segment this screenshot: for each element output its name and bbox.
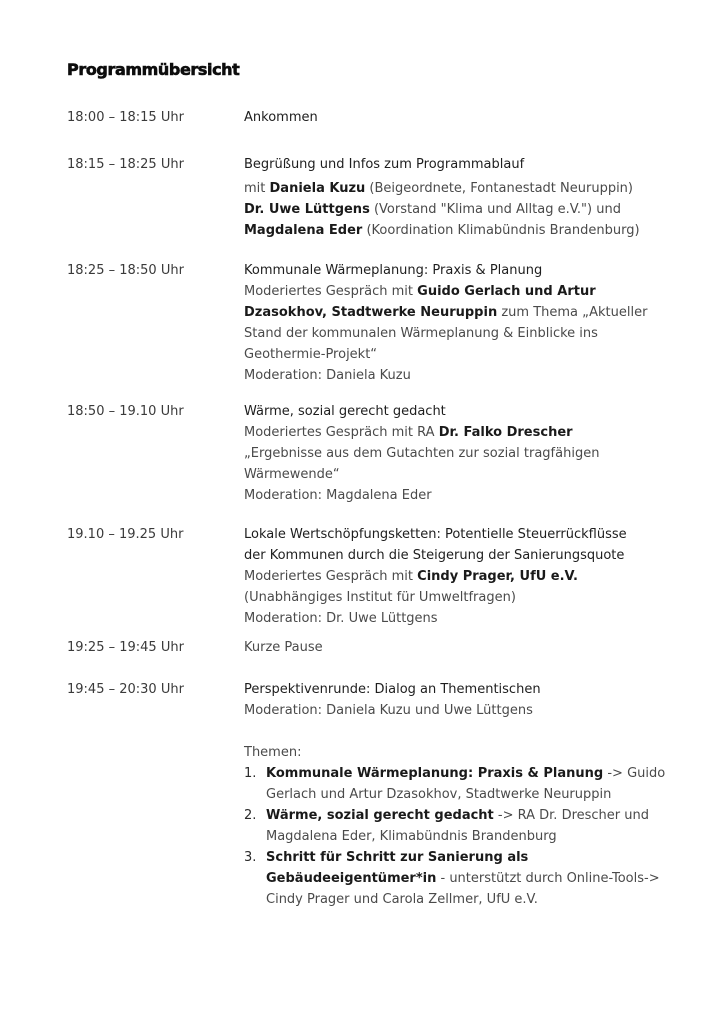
- entry-line: „Ergebnisse aus dem Gutachten zur sozial tragfähigen: [244, 446, 600, 461]
- moderation-line: Moderation: Daniela Kuzu und Uwe Lüttgens: [244, 703, 533, 718]
- entry-line: Dzasokhov, Stadtwerke Neuruppin zum Thema „Aktueller: [244, 305, 648, 320]
- entry-line: Moderiertes Gespräch mit RA Dr. Falko Drescher: [244, 425, 573, 440]
- entry-line: Moderiertes Gespräch mit Cindy Prager, UfU e.V.: [244, 569, 578, 584]
- themen-list: [244, 763, 684, 910]
- list-number: 3.: [244, 850, 257, 865]
- time-slot: 19:45 – 20:30 Uhr: [67, 682, 184, 697]
- entry-heading: Kommunale Wärmeplanung: Praxis & Planung: [244, 263, 543, 278]
- entry-line: Stand der kommunalen Wärmeplanung & Einblicke ins: [244, 326, 598, 341]
- list-number: 1.: [244, 766, 257, 781]
- time-slot: 19:25 – 19:45 Uhr: [67, 640, 184, 655]
- time-slot: 18:15 – 18:25 Uhr: [67, 157, 184, 172]
- entry-line: (Unabhängiges Institut für Umweltfragen): [244, 590, 516, 605]
- list-number: 2.: [244, 808, 257, 823]
- themen-label: Themen:: [244, 745, 302, 760]
- entry-line: Dr. Uwe Lüttgens (Vorstand "Klima und Alltag e.V.") und: [244, 202, 621, 217]
- entry-line: Magdalena Eder (Koordination Klimabündnis Brandenburg): [244, 223, 640, 238]
- time-slot: 18:25 – 18:50 Uhr: [67, 263, 184, 278]
- moderation-line: Moderation: Dr. Uwe Lüttgens: [244, 611, 438, 626]
- entry-heading: Wärme, sozial gerecht gedacht: [244, 404, 446, 419]
- entry-line: Wärmewende“: [244, 467, 340, 482]
- themen-item: 1. Kommunale Wärmeplanung: Praxis & Planung -> Guido Gerlach und Artur Dzasokhov, Stadtwerke Neuruppin: [244, 763, 684, 805]
- entry-heading: Perspektivenrunde: Dialog an Thementischen: [244, 682, 541, 697]
- entry-heading-continued: der Kommunen durch die Steigerung der Sanierungsquote: [244, 548, 625, 563]
- entry-line: Geothermie-Projekt“: [244, 347, 378, 362]
- time-slot: 18:00 – 18:15 Uhr: [67, 110, 184, 125]
- entry-heading: Kurze Pause: [244, 640, 323, 655]
- themen-item: 3. Schritt für Schritt zur Sanierung als Gebäudeeigentümer*in - unterstützt durch Online-Tools-> Cindy Prager und Carola Zellmer, UfU e.V.: [244, 847, 684, 910]
- page-title: Programmübersicht: [67, 60, 240, 79]
- time-slot: 18:50 – 19.10 Uhr: [67, 404, 184, 419]
- moderation-line: Moderation: Daniela Kuzu: [244, 368, 411, 383]
- themen-item: 2. Wärme, sozial gerecht gedacht -> RA Dr. Drescher und Magdalena Eder, Klimabündnis Brandenburg: [244, 805, 684, 847]
- entry-line: mit Daniela Kuzu (Beigeordnete, Fontanestadt Neuruppin): [244, 181, 633, 196]
- entry-line: Moderiertes Gespräch mit Guido Gerlach und Artur: [244, 284, 596, 299]
- entry-heading: Begrüßung und Infos zum Programmablauf: [244, 157, 525, 172]
- entry-heading: Lokale Wertschöpfungsketten: Potentielle Steuerrückflüsse: [244, 527, 627, 542]
- time-slot: 19.10 – 19.25 Uhr: [67, 527, 184, 542]
- moderation-line: Moderation: Magdalena Eder: [244, 488, 432, 503]
- entry-heading: Ankommen: [244, 110, 318, 125]
